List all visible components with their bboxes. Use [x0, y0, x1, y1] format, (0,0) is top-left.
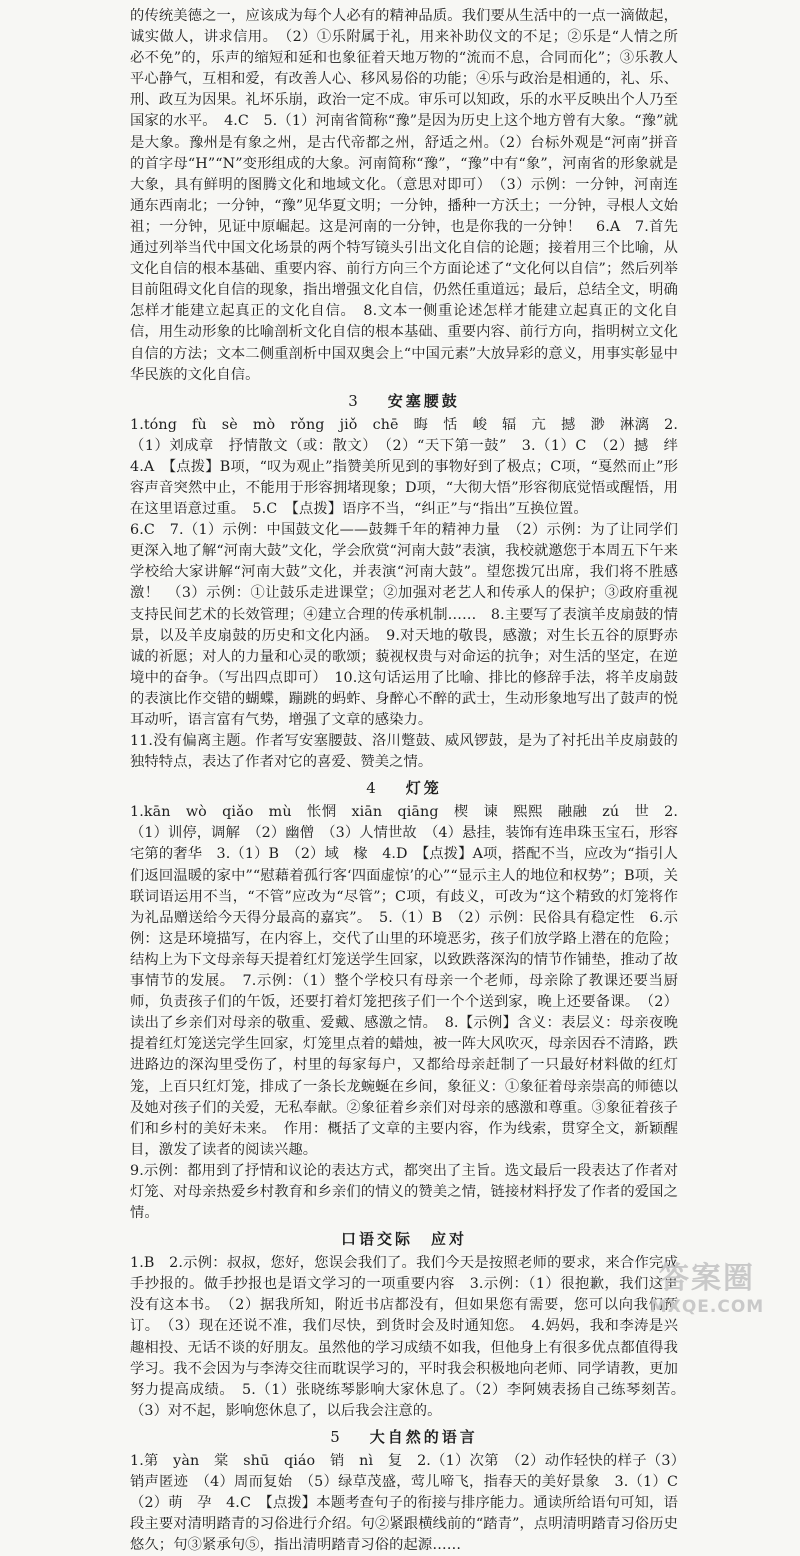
watermark-text: 答案圈	[659, 1261, 755, 1296]
answer-paragraph: 1.第 yàn 棠 shū qiáo 销 nì 复 2.（1）次第 （2）动作轻快的样子（3）销声匿迹 （4）周而复始 （5）绿草茂盛，莺儿啼飞，指春天的美好景象 3.（1）C （2）萌 孕 4.C 【点拨】本题考查句子的衔接与排序能力。通读所给语句可知，语段主要对清明踏青的习俗进行介绍。句②紧跟横线前的“踏青”，点明清明踏青习俗历史悠久；句③紧承句⑤，指出清明踏青习俗的起源……	[130, 1452, 693, 1554]
section-title: 安塞腰鼓	[387, 391, 460, 410]
section-heading	[130, 388, 678, 414]
section-title: 灯笼	[405, 779, 442, 798]
section-number: 4	[366, 779, 376, 798]
section-title: 大自然的语言	[369, 1427, 478, 1446]
section-oral	[130, 1226, 693, 1422]
section-title: 口语交际 应对	[340, 1230, 467, 1249]
section-heading	[130, 775, 678, 801]
answer-page	[130, 6, 693, 1556]
section-5	[130, 1424, 693, 1556]
section-number: 3	[348, 391, 358, 410]
answer-paragraph: 9.示例：都用到了抒情和议论的表达方式，都突出了主旨。选文最后一段表达了作者对灯笼、对母亲热爱乡村教育和乡亲们的情义的赞美之情，链接材料抒发了作者的爱国之情。	[130, 1162, 678, 1222]
answer-paragraph: 11.没有偏离主题。作者写安塞腰鼓、洛川蹩鼓、威风锣鼓，是为了衬托出羊皮扇鼓的独特特点，表达了作者对它的喜爱、赞美之情。	[130, 733, 678, 771]
section-3	[130, 388, 693, 774]
watermark-url: MXQE.COM	[649, 1297, 765, 1317]
section-4	[130, 775, 678, 1224]
intro-block	[130, 6, 678, 386]
section-heading	[130, 1226, 678, 1252]
watermark-logo	[632, 1261, 782, 1323]
section-heading	[130, 1424, 678, 1450]
answer-paragraph: 6.C 7.（1）示例：中国鼓文化——鼓舞千年的精神力量 （2）示例：为了让同学们更深入地了解“河南大鼓”文化，学会欣赏“河南大鼓”表演，我校就邀您于本周五下午来学校给大家讲解“河南大鼓”文化，并表演“河南大鼓”。望您拨冗出席，我们将不胜感激！ （3）示例：①让鼓乐走进课堂；②加强对老艺人和传承人的保护；③政府重视支持民间艺术的长效管理；④建立合理的传承机制…… 8.主要写了表演羊皮扇鼓的情景，以及羊皮扇鼓的历史和文化内涵。 9.对天地的敬畏，感激；对生长五谷的原野赤诚的祈愿；对人的力量和心灵的歌颂；藐视权贵与对命运的抗争；对生活的坚定，在逆境中的奋争。（写出四点即可） 10.这句话运用了比喻、排比的修辞手法，将羊皮扇鼓的表演比作交错的蝴蝶，蹦跳的蚂蚱、身醉心不醉的武士，生动形象地写出了鼓声的悦耳动听，语言富有气势，增强了文章的感染力。	[130, 522, 678, 728]
answer-paragraph: 1.B 2.示例：叔叔，您好，您误会我们了。我们今天是按照老师的要求，来合作完成手抄报的。做手抄报也是语文学习的一项重要内容 3.示例：（1）很抱歉，我们这里没有这本书。 （2）据我所知，附近书店都没有，但如果您有需要，您可以向我们预订。 （3）现在还说不准，我们尽快，到货时会及时通知您。 4.妈妈，我和李涛是兴趣相投、无话不谈的好朋友。虽然他的学习成绩不如我，但他身上有很多优点都值得我学习。我不会因为与李涛交往而耽误学习的，平时我会积极地向老师、同学请教，更加努力提高成绩。 5.（1）张晓练琴影响大家休息了。（2）李阿姨表扬自己练琴刻苦。 （3）对不起，影响您休息了，以后我会注意的。	[130, 1255, 693, 1419]
answer-paragraph: 1.tóng fù sè mò rǒng jiǒ chē 晦 恬 峻 辐 亢 撼 渺 淋漓 2.（1）刘成章 抒情散文（或：散文） （2）“天下第一鼓” 3.（1）C （2）撼 绊 4.A 【点拨】B项，“叹为观止”指赞美所见到的事物好到了极点；C项，“戛然而止”形容声音突然中止，不能用于形容拥堵现象；D项，“大彻大悟”形容彻底觉悟或醒悟，用在这里语意过重。 5.C 【点拨】语序不当，“纠正”与“指出”互换位置。	[130, 416, 693, 518]
intro-paragraph: 的传统美德之一，应该成为每个人必有的精神品质。我们要从生活中的一点一滴做起，诚实做人，讲求信用。 （2）①乐附属于礼，用来补助仪文的不足；②乐是“人情之所必不免”的，乐声的缩短和延和也象征着天地万物的“流而不息，合同而化”；③乐教人平心静气，互相和爱，有改善人心、移风易俗的功能；④乐与政治是相通的，礼、乐、刑、政互为因果。礼坏乐崩，政治一定不成。审乐可以知政，乐的水平反映出个人乃至国家的水平。 4.C 5.（1）河南省简称“豫”是因为历史上这个地方曾有大象。“豫”就是大象。豫州是有象之州，是古代帝都之州，舒适之州。（2）台标外观是“河南”拼音的首字母“H”“N”变形组成的大象。河南简称“豫”，“豫”中有“象”，河南省的形象就是大象，具有鲜明的图腾文化和地域文化。（意思对即可） （3）示例：一分钟，河南连通东西南北；一分钟，“豫”见华夏文明；一分钟，播种一方沃土；一分钟，寻根人文始祖；一分钟，见证中原崛起。这是河南的一分钟，也是你我的一分钟！ 6.A 7.首先通过列举当代中国文化场景的两个特写镜头引出文化自信的论题；接着用三个比喻，从文化自信的根本基础、重要内容、前行方向三个方面论述了“文化何以自信”；然后列举目前阻碍文化自信的现象，指出增强文化自信，仍然任重道远；最后，总结全文，明确怎样才能建立起真正的文化自信。 8.文本一侧重论述怎样才能建立起真正的文化自信，用生动形象的比喻剖析文化自信的根本基础、重要内容、前行方向，指明树立文化自信的方法；文本二侧重剖析中国双奥会上“中国元素”大放异彩的意义，用事实彰显中华民族的文化自信。	[130, 8, 678, 383]
answer-paragraph: 1.kān wò qiǎo mù 怅惘 xiān qiāng 楔 谏 熙熙 融融 zú 世 2.（1）训停，调解 （2）幽僧 （3）人情世故 （4）悬挂，装饰有连串珠玉宝石，形容宅第的奢华 3.（1）B （2）域 椽 4.D 【点拨】A项，搭配不当，应改为“指引人们返回温暖的家中”“慰藉着孤行客‘四面虚惊’的心”“显示主人的地位和权势”；B项，关联词语运用不当，“不管”应改为“尽管”；C项，有歧义，可改为“这个精致的灯笼将作为礼品赠送给今天得分最高的嘉宾”。 5.（1）B （2）示例：民俗具有稳定性 6.示例：这是环境描写，在内容上，交代了山里的环境恶劣，孩子们放学路上潜在的危险；结构上为下文母亲每天提着红灯笼送学生回家，以致跌落深沟的情节作铺垫，推动了故事情节的发展。 7.示例：（1）整个学校只有母亲一个老师，母亲除了教课还要当厨师，负责孩子们的午饭，还要打着灯笼把孩子们一个个送到家，晚上还要备课。 （2）读出了乡亲们对母亲的敬重、爱戴、感激之情。 8.【示例】含义：表层义：母亲夜晚提着红灯笼送完学生回家，灯笼里点着的蜡烛，被一阵大风吹灭，母亲因吞不清路，跌进路边的深沟里受伤了，村里的每家每户，又都给母亲赶制了一只最好材料做的红灯笼，上百只红灯笼，排成了一条长龙蜿蜒在乡间，象征义：①象征着母亲崇高的师德以及她对孩子们的关爱，无私奉献。②象征着乡亲们对母亲的感激和尊重。③象征着孩子们和乡村的美好未来。 作用：概括了文章的主要内容，作为线索，贯穿全文，新颖醒目，激发了读者的阅读兴趣。	[130, 804, 679, 1158]
section-number: 5	[330, 1427, 340, 1446]
